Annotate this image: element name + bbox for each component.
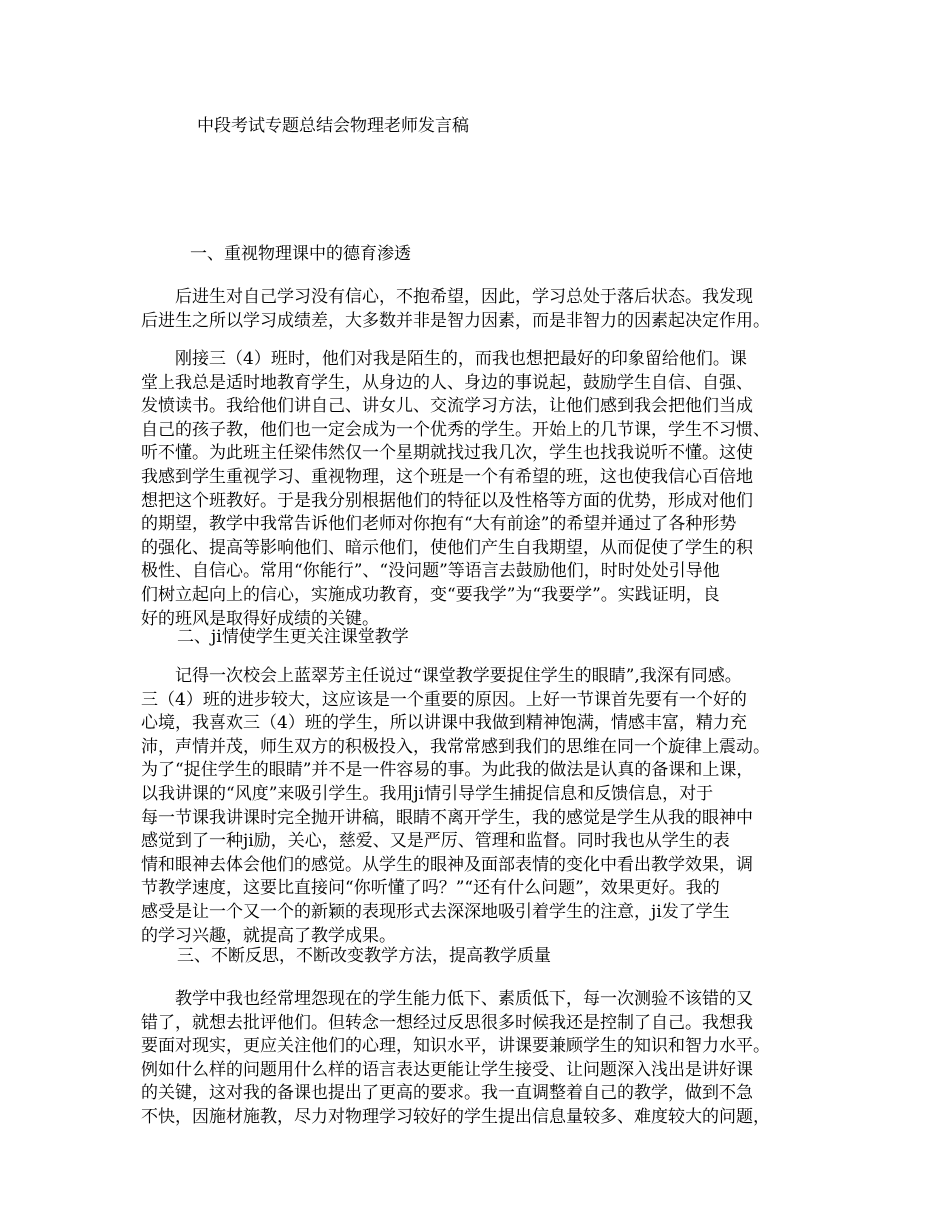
section-heading-1: 一、重视物理课中的德育渗透	[190, 244, 411, 264]
text-line: 们树立起向上的信心，实施成功教育，变“要我学”为“我要学”。实践证明，良	[141, 584, 720, 605]
text-line: 节教学速度，这要比直接问“你听懂了吗？”“还有什么问题”，效果更好。我的	[141, 878, 720, 899]
text-line: 发愤读书。我给他们讲自己、讲女儿、交流学习方法，让他们感到我会把他们当成	[141, 396, 753, 417]
text-line: 例如什么样的问题用什么样的语言表达更能让学生接受、让问题深入浅出是讲好课	[141, 1059, 753, 1080]
text-line: 要面对现实，更应关注他们的心理，知识水平，讲课要兼顾学生的知识和智力水平。	[141, 1036, 770, 1057]
text-line: 为了“捉住学生的眼睛”并不是一件容易的事。为此我的做法是认真的备课和上课，	[141, 760, 754, 781]
text-line: 的期望，教学中我常告诉他们老师对你抱有“大有前途”的希望并通过了各种形势	[141, 514, 737, 535]
text-line: 极性、自信心。常用“你能行”、“没问题”等语言去鼓励他们，时时处处引导他	[141, 561, 720, 582]
section-heading-3: 三、不断反思，不断改变教学方法，提高教学质量	[177, 946, 551, 966]
text-line: 以我讲课的“风度”来吸引学生。我用ji情引导学生捕捉信息和反馈信息，对于	[141, 783, 714, 804]
text-line: 后进生之所以学习成绩差，大多数并非是智力因素，而是非智力的因素起决定作用。	[141, 310, 770, 331]
text-line: 的学习兴趣，就提高了教学成果。	[141, 925, 396, 946]
text-line: 好的班风是取得好成绩的关键。	[141, 608, 379, 629]
text-line: 教学中我也经常埋怨现在的学生能力低下、素质低下，每一次测验不该错的又	[141, 989, 753, 1009]
text-line: 后进生对自己学习没有信心，不抱希望，因此，学习总处于落后状态。我发现	[141, 287, 753, 307]
text-line: 听不懂。为此班主任梁伟然仅一个星期就找过我几次，学生也找我说听不懂。这使	[141, 443, 753, 464]
text-line: 自己的孩子教，他们也一定会成为一个优秀的学生。开始上的几节课，学生不习惯、	[141, 419, 770, 440]
text-line: 不快，因施材施教，尽力对物理学习较好的学生提出信息量较多、难度较大的问题，	[141, 1106, 770, 1127]
text-line: 三（4）班的进步较大，这应该是一个重要的原因。上好一节课首先要有一个好的	[141, 689, 747, 710]
paragraph-4	[141, 988, 821, 1130]
text-line: 堂上我总是适时地教育学生，从身边的人、身边的事说起，鼓励学生自信、自强、	[141, 372, 753, 393]
text-line: 感受是让一个又一个的新颖的表现形式去深深地吸引着学生的注意，ji发了学生	[141, 901, 730, 922]
section-heading-2: 二、ji情使学生更关注课堂教学	[177, 627, 409, 647]
document-title: 中段考试专题总结会物理老师发言稿	[197, 116, 469, 136]
text-line: 记得一次校会上蓝翠芳主任说过“课堂教学要捉住学生的眼睛”,我深有同感。	[141, 666, 742, 686]
text-line: 错了，就想去批评他们。但转念一想经过反思很多时候我还是控制了自己。我想我	[141, 1012, 753, 1033]
text-line: 感觉到了一种ji励，关心，慈爱、又是严厉、管理和监督。同时我也从学生的表	[141, 831, 730, 852]
paragraph-1	[141, 286, 821, 333]
text-line: 情和眼神去体会他们的感觉。从学生的眼神及面部表情的变化中看出教学效果，调	[141, 854, 753, 875]
text-line: 的关键，这对我的备课也提出了更高的要求。我一直调整着自己的教学，做到不急	[141, 1083, 753, 1104]
text-line: 每一节课我讲课时完全抛开讲稿，眼睛不离开学生，我的感觉是学生从我的眼神中	[141, 807, 753, 828]
text-line: 刚接三（4）班时，他们对我是陌生的，而我也想把最好的印象留给他们。课	[141, 349, 747, 369]
paragraph-3	[141, 665, 821, 948]
text-line: 想把这个班教好。于是我分别根据他们的特征以及性格等方面的优势，形成对他们	[141, 490, 753, 511]
text-line: 我感到学生重视学习、重视物理，这个班是一个有希望的班，这也使我信心百倍地	[141, 466, 753, 487]
paragraph-2	[141, 348, 821, 631]
text-line: 的强化、提高等影响他们、暗示他们，使他们产生自我期望，从而促使了学生的积	[141, 537, 753, 558]
text-line: 沛，声情并茂，师生双方的积极投入，我常常感到我们的思维在同一个旋律上震动。	[141, 736, 770, 757]
text-line: 心境，我喜欢三（4）班的学生，所以讲课中我做到精神饱满，情感丰富，精力充	[141, 713, 747, 734]
